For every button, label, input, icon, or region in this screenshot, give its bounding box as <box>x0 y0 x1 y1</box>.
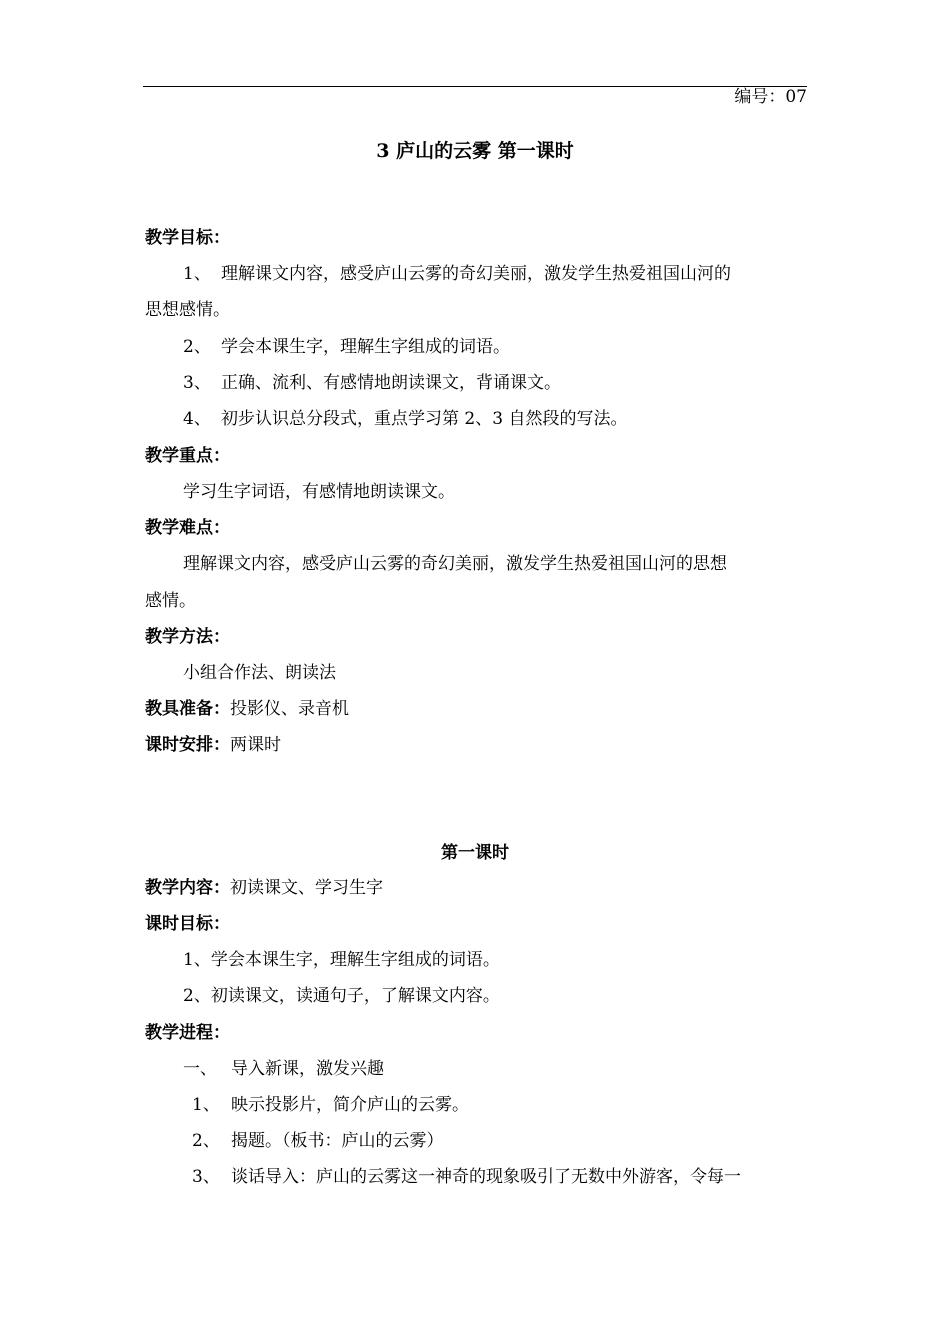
substep-text: 映示投影片，简介庐山的云雾。 <box>231 1095 469 1115</box>
tools-line <box>145 697 809 721</box>
lesson1-content-text: 初读课文、学习生字 <box>230 878 383 898</box>
header-rule <box>143 86 807 87</box>
substep-number: 3、 <box>192 1167 220 1187</box>
substep-number: 1、 <box>192 1095 220 1115</box>
lesson1-goals-label: 课时目标： <box>145 914 230 934</box>
substep-text: 揭题。（板书：庐山的云雾） <box>231 1131 444 1151</box>
key-points-text: 学习生字词语，有感情地朗读课文。 <box>183 482 455 502</box>
item-text: 初步认识总分段式，重点学习第 2、3 自然段的写法。 <box>221 409 628 429</box>
tools-label: 教具准备： <box>145 699 230 719</box>
key-points-label: 教学重点： <box>145 446 230 466</box>
process-substep-2 <box>192 1129 856 1153</box>
difficulties-text-cont: 感情。 <box>145 591 196 611</box>
objective-item-4 <box>183 407 847 431</box>
item-text: 学会本课生字，理解生字组成的词语。 <box>221 337 510 357</box>
objective-item-1-cont: 思想感情。 <box>145 300 230 320</box>
page-title: 3 庐山的云雾 第一课时 <box>376 140 574 162</box>
item-number: 4、 <box>183 409 211 429</box>
schedule-text: 两课时 <box>230 735 281 755</box>
difficulties-label: 教学难点： <box>145 518 230 538</box>
lesson1-goal-1: 1、学会本课生字，理解生字组成的词语。 <box>183 950 500 970</box>
item-text: 理解课文内容，感受庐山云雾的奇幻美丽，激发学生热爱祖国山河的 <box>221 264 731 284</box>
objective-item-2 <box>183 335 847 359</box>
tools-text: 投影仪、录音机 <box>230 699 349 719</box>
objective-item-1 <box>183 262 847 286</box>
schedule-line <box>145 733 809 757</box>
difficulties-text: 理解课文内容，感受庐山云雾的奇幻美丽，激发学生热爱祖国山河的思想 <box>183 554 727 574</box>
step-text: 导入新课，激发兴趣 <box>231 1059 384 1079</box>
lesson1-content-label: 教学内容： <box>145 878 230 898</box>
item-number: 2、 <box>183 337 211 357</box>
methods-text: 小组合作法、朗读法 <box>183 663 336 683</box>
item-text: 正确、流利、有感情地朗读课文，背诵课文。 <box>221 373 561 393</box>
lesson1-heading: 第一课时 <box>441 843 509 863</box>
serial-number: 编号：07 <box>734 87 807 107</box>
substep-number: 2、 <box>192 1131 220 1151</box>
item-number: 1、 <box>183 264 211 284</box>
step-number: 一、 <box>183 1059 217 1079</box>
item-number: 3、 <box>183 373 211 393</box>
objective-item-3 <box>183 371 847 395</box>
methods-label: 教学方法： <box>145 627 230 647</box>
lesson1-goal-2: 2、初读课文，读通句子，了解课文内容。 <box>183 986 500 1006</box>
process-substep-3 <box>192 1165 856 1189</box>
process-substep-1 <box>192 1093 856 1117</box>
lesson1-process-label: 教学进程： <box>145 1023 230 1043</box>
lesson1-content-line <box>145 876 809 900</box>
schedule-label: 课时安排： <box>145 735 230 755</box>
process-step-1 <box>183 1057 847 1081</box>
objectives-label: 教学目标： <box>145 228 230 248</box>
substep-text: 谈话导入：庐山的云雾这一神奇的现象吸引了无数中外游客，令每一 <box>231 1167 741 1187</box>
